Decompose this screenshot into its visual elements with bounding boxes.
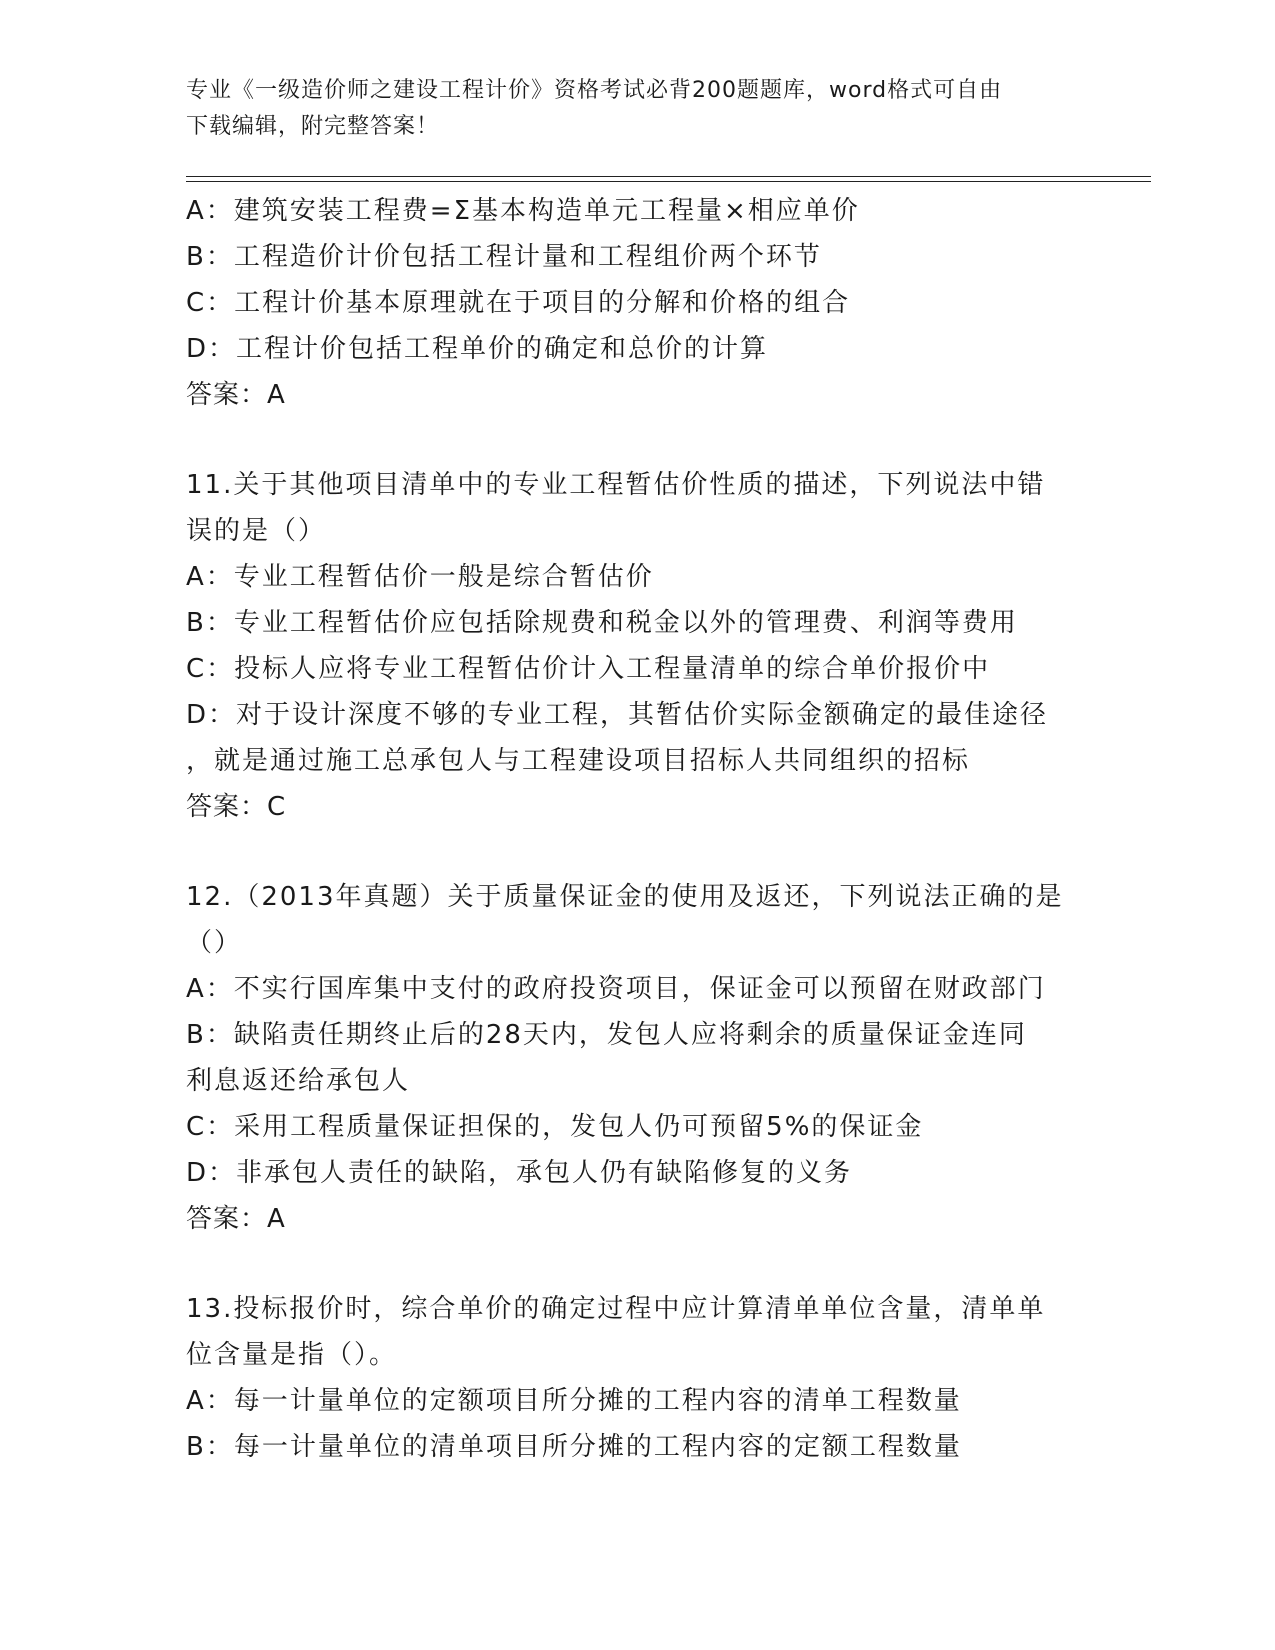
spacer xyxy=(186,830,1126,874)
option-d: D：对于设计深度不够的专业工程，其暂估价实际金额确定的最佳途径 xyxy=(186,700,1049,730)
document-header xyxy=(186,73,1086,145)
question-title: 12.（2013年真题）关于质量保证金的使用及返还，下列说法正确的是 xyxy=(186,882,1064,912)
header-line-2: 下载编辑，附完整答案！ xyxy=(186,114,440,139)
spacer xyxy=(186,418,1126,462)
header-divider-bottom xyxy=(186,181,1151,182)
question-12 xyxy=(186,874,1126,1242)
question-11 xyxy=(186,462,1126,830)
question-13 xyxy=(186,1286,1126,1470)
option-a: A：不实行国库集中支付的政府投资项目，保证金可以预留在财政部门 xyxy=(186,974,1046,1004)
option-b-cont: 利息返还给承包人 xyxy=(186,1066,411,1096)
answer: 答案：C xyxy=(186,792,287,822)
option-a: A：专业工程暂估价一般是综合暂估价 xyxy=(186,562,654,592)
option-a: A：建筑安装工程费=Σ基本构造单元工程量×相应单价 xyxy=(186,196,860,226)
option-b: B：缺陷责任期终止后的28天内，发包人应将剩余的质量保证金连同 xyxy=(186,1020,1027,1050)
option-c: C：采用工程质量保证担保的，发包人仍可预留5%的保证金 xyxy=(186,1112,924,1142)
option-d-cont: ，就是通过施工总承包人与工程建设项目招标人共同组织的招标 xyxy=(186,746,971,776)
question-title: 13.投标报价时，综合单价的确定过程中应计算清单单位含量，清单单 xyxy=(186,1294,1046,1324)
question-list xyxy=(186,188,1126,1470)
question-title-cont: 位含量是指（）。 xyxy=(186,1340,398,1370)
question-title-cont: （） xyxy=(186,928,243,958)
answer: 答案：A xyxy=(186,1204,286,1234)
question-10 xyxy=(186,188,1126,418)
header-line-1: 专业《一级造价师之建设工程计价》资格考试必背200题题库，word格式可自由 xyxy=(186,78,1003,103)
option-b: B：专业工程暂估价应包括除规费和税金以外的管理费、利润等费用 xyxy=(186,608,1018,638)
question-title: 11.关于其他项目清单中的专业工程暂估价性质的描述，下列说法中错 xyxy=(186,470,1046,500)
answer: 答案：A xyxy=(186,380,286,410)
option-b: B：每一计量单位的清单项目所分摊的工程内容的定额工程数量 xyxy=(186,1432,962,1462)
option-c: C：工程计价基本原理就在于项目的分解和价格的组合 xyxy=(186,288,851,318)
spacer xyxy=(186,1242,1126,1286)
question-title-cont: 误的是（） xyxy=(186,516,327,546)
header-divider-top xyxy=(186,176,1151,177)
option-a: A：每一计量单位的定额项目所分摊的工程内容的清单工程数量 xyxy=(186,1386,962,1416)
option-b: B：工程造价计价包括工程计量和工程组价两个环节 xyxy=(186,242,822,272)
option-c: C：投标人应将专业工程暂估价计入工程量清单的综合单价报价中 xyxy=(186,654,991,684)
option-d: D：非承包人责任的缺陷，承包人仍有缺陷修复的义务 xyxy=(186,1158,853,1188)
option-d: D：工程计价包括工程单价的确定和总价的计算 xyxy=(186,334,769,364)
